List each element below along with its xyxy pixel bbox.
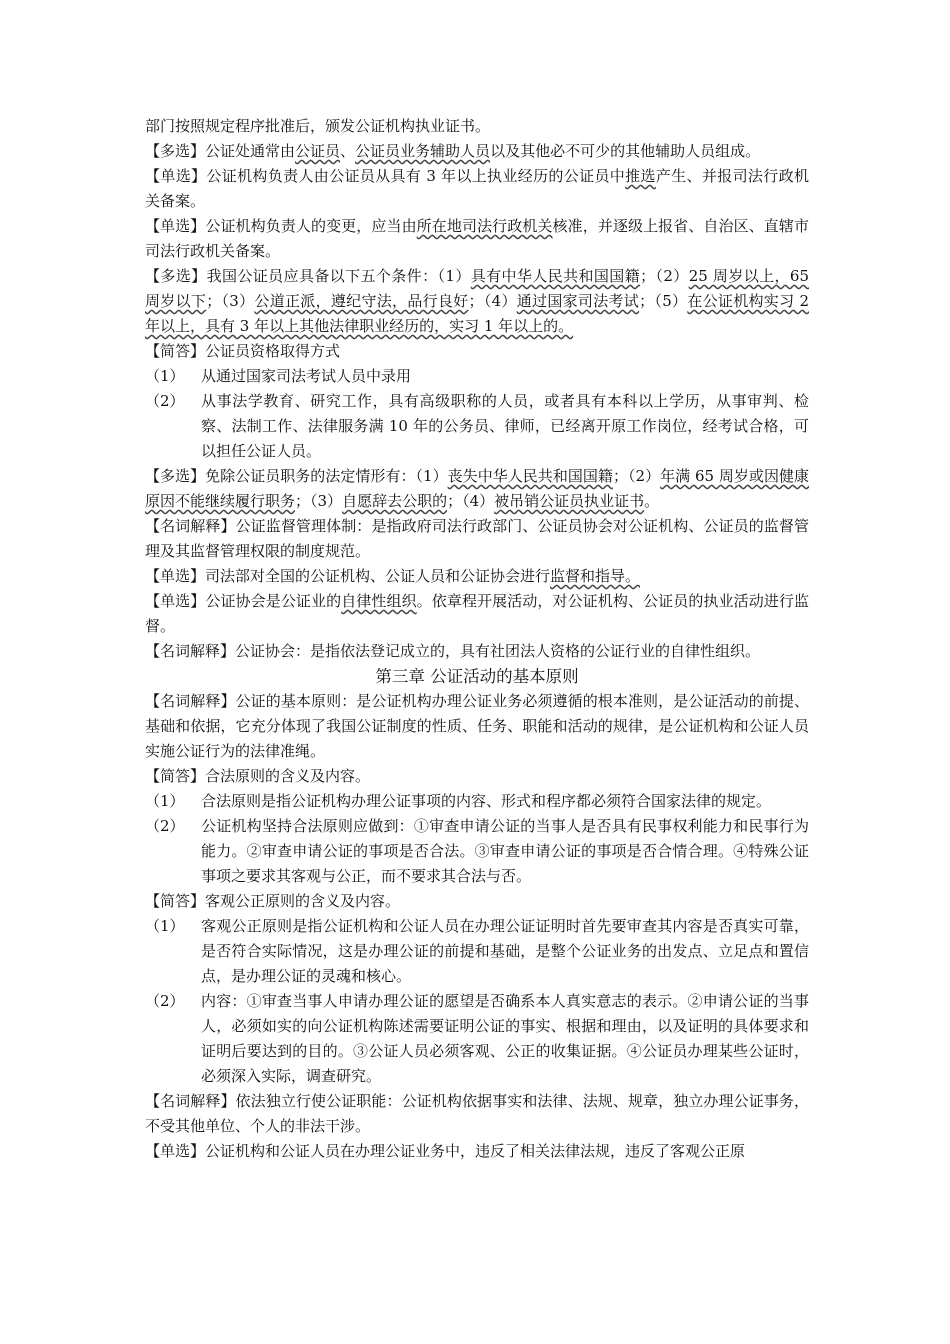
underlined-answer: 监督和指导。 xyxy=(550,567,641,585)
text: ；（4） xyxy=(468,292,517,310)
underlined-answer: 通过国家司法考试 xyxy=(516,292,640,310)
underlined-answer: 自律性组织 xyxy=(341,592,417,610)
list-item xyxy=(145,914,809,989)
text: ；（3） xyxy=(295,492,343,510)
underlined-answer: 25 周岁以上，65 周岁以下 xyxy=(145,267,809,310)
item-number: （1） xyxy=(145,917,185,935)
paragraph-single-choice-5 xyxy=(145,1139,809,1164)
paragraph-multi-choice-1 xyxy=(145,139,809,164)
item-text: 内容：①审查当事人申请办理公证的愿望是否确系本人真实意志的表示。②申请公证的当事人，必须如实的向公证机构陈述需要证明公证的事实、根据和理由，以及证明的具体要求和证明后要达到的目的。③公证人员必须客观、公正的收集证据。④公证员办理某些公证时，必须深入实际，调查研究。 xyxy=(201,992,809,1085)
item-text: 公证机构坚持合法原则应做到：①审查申请公证的当事人是否具有民事权利能力和民事行为能力。②审查申请公证的事项是否合法。③审查申请公证的事项是否合情合理。④特殊公证事项之要求其客观与公正，而不要求其合法与否。 xyxy=(201,817,809,885)
paragraph-short-answer-3 xyxy=(145,889,809,914)
underlined-answer: 公证员 xyxy=(295,142,341,160)
list-item xyxy=(145,814,809,889)
underlined-answer: 丧失中华人民共和国国籍 xyxy=(447,467,613,485)
text: 【多选】我国公证员应具备以下五个条件：（1） xyxy=(145,267,471,285)
underlined-answer: 年满 65 周岁或因健康原因不能继续履行职务 xyxy=(145,467,810,510)
text: 部门按照规定程序批准后，颁发公证机构执业证书。 xyxy=(145,117,491,135)
underlined-answer: 推选 xyxy=(625,167,656,185)
underlined-answer: 被吊销公证员执业证书 xyxy=(494,492,645,510)
item-number: （2） xyxy=(145,992,185,1010)
paragraph-short-answer-1 xyxy=(145,339,809,364)
text: 。依章程开展活动，对公证机构、公证员的执业活动进行监督。 xyxy=(145,592,809,635)
item-text: 从事法学教育、研究工作，具有高级职称的人员，或者具有本科以上学历，从事审判、检察、法制工作、法律服务满 10 年的公务员、律师，已经离开原工作岗位，经考试合格，可以担任公证人员。 xyxy=(201,392,809,460)
text: 【名词解释】公证协会：是指依法登记成立的，具有社团法人资格的公证行业的自律性组织。 xyxy=(145,642,761,660)
underlined-answer: 自愿辞去公职的 xyxy=(342,492,448,510)
paragraph-single-choice-2 xyxy=(145,214,809,264)
text: 【简答】公证员资格取得方式 xyxy=(145,342,341,360)
text: ；（2） xyxy=(640,267,689,285)
item-text: 客观公正原则是指公证机构和公证人员在办理公证证明时首先要审查其内容是否真实可靠，是否符合实际情况，这是办理公证的前提和基础，是整个公证业务的出发点、立足点和置信点，是办理公证的灵魂和核心。 xyxy=(201,917,809,985)
chapter-heading: 第三章 公证活动的基本原则 xyxy=(375,667,579,686)
text: ；（3） xyxy=(206,292,255,310)
text: 产生、并报司法行政机关备案。 xyxy=(145,167,809,210)
list-item xyxy=(145,364,809,389)
text: 。 xyxy=(644,492,660,510)
item-number: （1） xyxy=(145,367,185,385)
paragraph-definition-2 xyxy=(145,639,809,664)
paragraph-multi-choice-2 xyxy=(145,264,809,339)
text: 【单选】公证机构和公证人员在办理公证业务中，违反了相关法律法规，违反了客观公正原 xyxy=(145,1142,746,1160)
item-number: （2） xyxy=(145,392,185,410)
paragraph-definition-3 xyxy=(145,689,809,764)
text: 【单选】公证机构负责人由公证员从具有 3 年以上执业经历的公证员中 xyxy=(145,167,626,185)
paragraph-multi-choice-3 xyxy=(145,464,809,514)
document-page xyxy=(145,114,809,1164)
text: 【多选】公证处通常由 xyxy=(145,142,296,160)
text: 【名词解释】依法独立行使公证职能：公证机构依据事实和法律、法规、规章，独立办理公证事务，不受其他单位、个人的非法干涉。 xyxy=(145,1092,809,1135)
underlined-answer: 在公证机构实习 2 年以上，具有 3 年以上其他法律职业经历的，实习 1 年以上的。 xyxy=(145,292,809,335)
underlined-answer: 所在地司法行政机关 xyxy=(416,217,553,235)
paragraph-single-choice-4 xyxy=(145,589,809,639)
paragraph-definition-4 xyxy=(145,1089,809,1139)
paragraph-1 xyxy=(145,114,809,139)
list-item xyxy=(145,789,809,814)
underlined-answer: 公证员业务辅助人员 xyxy=(355,142,491,160)
text: 【单选】司法部对全国的公证机构、公证人员和公证协会进行 xyxy=(145,567,551,585)
underlined-answer: 具有中华人民共和国国籍 xyxy=(470,267,641,285)
text: ；（4） xyxy=(447,492,495,510)
item-number: （2） xyxy=(145,817,185,835)
text: 【单选】公证机构负责人的变更，应当由 xyxy=(145,217,417,235)
text: ；（5） xyxy=(639,292,688,310)
text: 以及其他必不可少的其他辅助人员组成。 xyxy=(490,142,761,160)
text: 【单选】公证协会是公证业的 xyxy=(145,592,342,610)
text: 【多选】免除公证员职务的法定情形有：（1） xyxy=(145,467,448,485)
paragraph-single-choice-1 xyxy=(145,164,809,214)
item-text: 合法原则是指公证机构办理公证事项的内容、形式和程序都必须符合国家法律的规定。 xyxy=(201,792,772,810)
paragraph-definition-1 xyxy=(145,514,809,564)
text: ；（2） xyxy=(612,467,661,485)
text: 【名词解释】公证的基本原则：是公证机构办理公证业务必须遵循的根本准则，是公证活动的前提、基础和依据，它充分体现了我国公证制度的性质、任务、职能和活动的规律，是公证机构和公证人员实施公证行为的法律准绳。 xyxy=(145,692,809,760)
text: 核准，并逐级上报省、自治区、直辖市司法行政机关备案。 xyxy=(145,217,809,260)
text: 【简答】合法原则的含义及内容。 xyxy=(145,767,371,785)
text: 【简答】客观公正原则的含义及内容。 xyxy=(145,892,401,910)
paragraph-short-answer-2 xyxy=(145,764,809,789)
list-item xyxy=(145,989,809,1089)
list-item xyxy=(145,389,809,464)
text: 【名词解释】公证监督管理体制：是指政府司法行政部门、公证员协会对公证机构、公证员的监督管理及其监督管理权限的制度规范。 xyxy=(145,517,809,560)
paragraph-single-choice-3 xyxy=(145,564,809,589)
item-text: 从通过国家司法考试人员中录用 xyxy=(201,367,412,385)
text: 、 xyxy=(340,142,356,160)
underlined-answer: 公道正派，遵纪守法，品行良好 xyxy=(254,292,469,310)
item-number: （1） xyxy=(145,792,185,810)
